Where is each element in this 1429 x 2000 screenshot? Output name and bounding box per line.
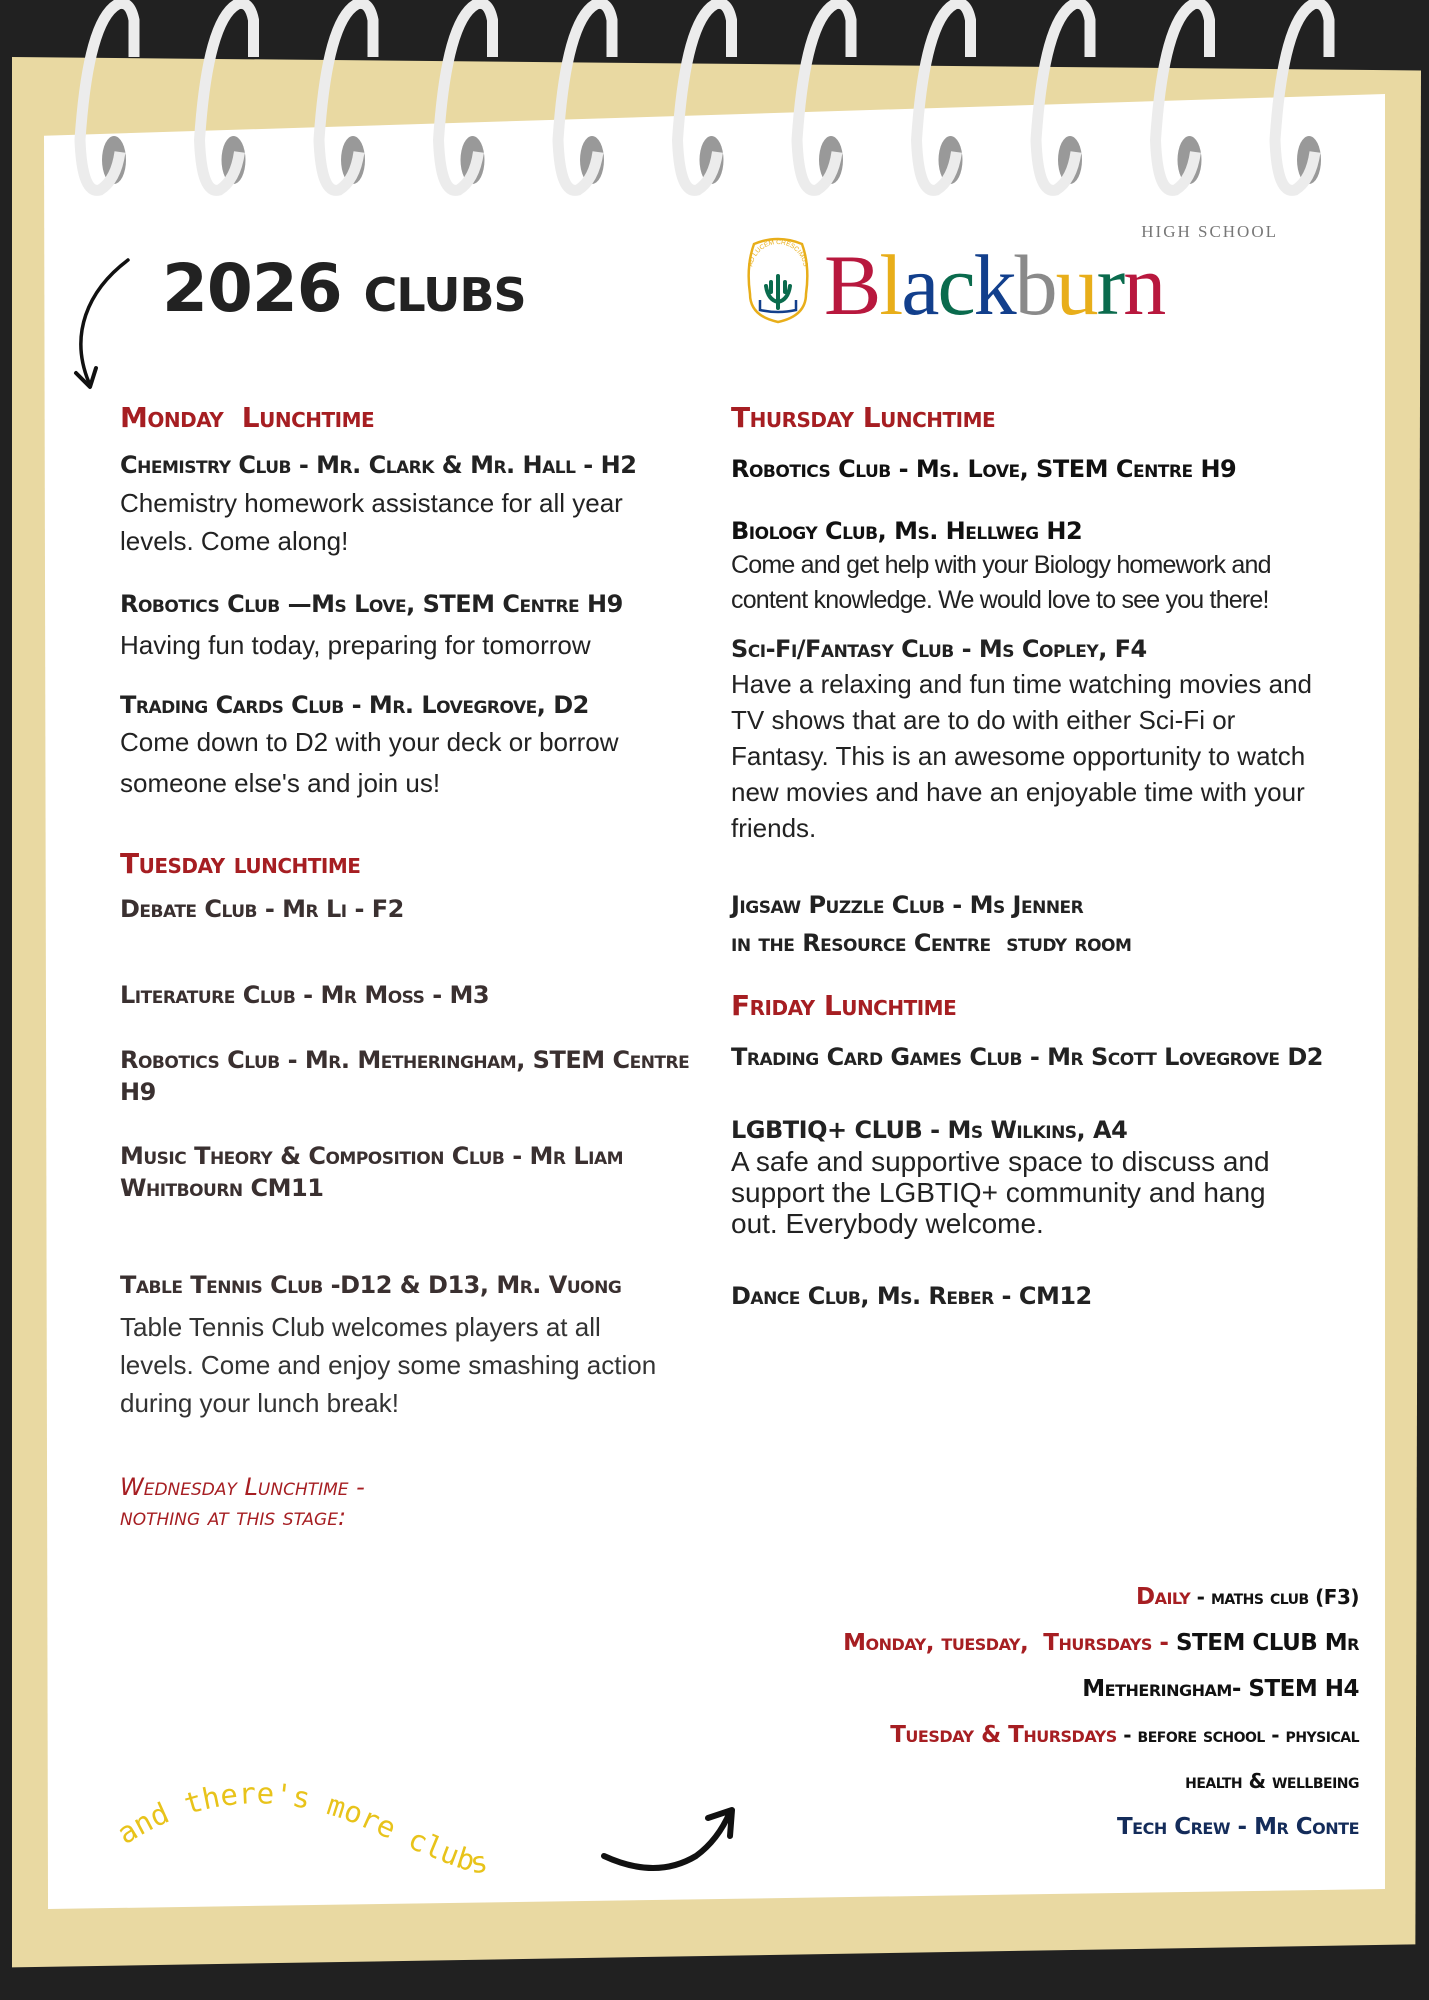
club-name: Literature Club - Mr Moss - M3 xyxy=(120,981,490,1009)
logo-letter: k xyxy=(973,237,1015,333)
daily-line xyxy=(639,1574,1359,1620)
club-name: Trading Cards Club - Mr. Lovegrove, D2 xyxy=(120,691,589,719)
tt-line xyxy=(639,1712,1359,1758)
school-logo xyxy=(742,222,1302,333)
club-name: Jigsaw Puzzle Club - Ms Jenner xyxy=(731,891,1084,919)
friday-heading: Friday Lunchtime xyxy=(731,989,957,1022)
monday-heading: Monday Lunchtime xyxy=(120,401,375,434)
left-column xyxy=(120,400,690,1532)
club-name: Debate Club - Mr Li - F2 xyxy=(120,895,404,923)
thursday-heading: Thursday Lunchtime xyxy=(731,401,996,434)
club-name: Robotics Club —Ms Love, STEM Centre H9 xyxy=(120,590,623,618)
club-description: Have a relaxing and fun time watching movies and TV shows that are to do with either Sci-Fi or Fantasy. This is an awesome opportunity to watch new movies and have an enjoyable time with your friends. xyxy=(731,669,1312,843)
wednesday-section xyxy=(120,1472,690,1532)
mtt-label: Monday, tuesday, Thursdays - xyxy=(843,1630,1169,1656)
daily-label: Daily xyxy=(1136,1584,1191,1610)
logo-letter: u xyxy=(1055,237,1097,333)
club-name: Chemistry Club - Mr. Clark & Mr. Hall - H2 xyxy=(120,451,637,479)
club-description: Having fun today, preparing for tomorrow xyxy=(120,630,591,660)
club-entry xyxy=(120,1262,690,1422)
logo-letter: c xyxy=(937,237,974,333)
mtt-text: STEM CLUB Mr xyxy=(1168,1630,1359,1656)
tt-text: - before school - physical xyxy=(1116,1723,1359,1747)
thursday-section xyxy=(731,400,1341,962)
club-entry xyxy=(731,514,1341,618)
club-name: Dance Club, Ms. Reber - CM12 xyxy=(731,1282,1092,1310)
wednesday-line-2: nothing at this stage: xyxy=(120,1503,347,1531)
mtt-text-2: Metheringham- STEM H4 xyxy=(1082,1676,1359,1702)
curved-arrow-right-icon xyxy=(596,1800,746,1880)
club-name: Biology Club, Ms. Hellweg H2 xyxy=(731,517,1083,545)
crest-motto: AD LUCEM CRESCIMUS xyxy=(747,238,809,268)
club-entry xyxy=(120,688,690,804)
friday-section xyxy=(731,988,1341,1313)
club-name: Sci-Fi/Fantasy Club - Ms Copley, F4 xyxy=(731,635,1147,663)
club-description: Come and get help with your Biology homework and content knowledge. We would love to see you there! xyxy=(731,551,1271,614)
right-column xyxy=(731,400,1341,1313)
club-entry xyxy=(120,446,690,560)
tuesday-heading: Tuesday lunchtime xyxy=(120,847,361,880)
tt-text-2: health & wellbeing xyxy=(1185,1769,1359,1793)
club-location: in the Resource Centre study room xyxy=(731,929,1132,957)
club-name: Robotics Club - Ms. Love, STEM Centre H9 xyxy=(731,455,1237,483)
monday-section xyxy=(120,400,690,804)
club-entry xyxy=(120,582,690,664)
club-description: Chemistry homework assistance for all year levels. Come along! xyxy=(120,488,623,556)
logo-wordmark xyxy=(824,237,1165,333)
daily-text: - maths club (F3) xyxy=(1190,1585,1359,1609)
logo-letter: a xyxy=(901,237,938,333)
tuesday-section xyxy=(120,846,690,1422)
club-name: Music Theory & Composition Club - Mr Liam Whitbourn CM11 xyxy=(120,1142,624,1202)
logo-subtitle: HIGH SCHOOL xyxy=(1141,222,1278,241)
club-name: Trading Card Games Club - Mr Scott Lovegrove D2 xyxy=(731,1043,1323,1071)
club-description: Table Tennis Club welcomes players at all levels. Come and enjoy some smashing action during your lunch break! xyxy=(120,1312,657,1418)
club-entry xyxy=(731,632,1341,846)
logo-letter: r xyxy=(1096,237,1124,333)
logo-letter: n xyxy=(1123,237,1165,333)
other-clubs xyxy=(639,1574,1359,1850)
more-clubs-tagline xyxy=(110,1770,590,1890)
logo-letter: B xyxy=(824,237,880,333)
curved-arrow-down-icon xyxy=(68,255,138,395)
tt-label: Tuesday & Thursdays xyxy=(890,1722,1117,1748)
club-description: Come down to D2 with your deck or borrow someone else's and join us! xyxy=(120,727,619,798)
page-title: 2026 clubs xyxy=(162,250,526,327)
tagline-text: and there's more clubs xyxy=(110,1776,490,1881)
mtt-line xyxy=(639,1620,1359,1666)
club-name: Table Tennis Club -D12 & D13, Mr. Vuong xyxy=(120,1271,622,1299)
club-name: Robotics Club - Mr. Metheringham, STEM Centre H9 xyxy=(120,1046,690,1106)
logo-letter: l xyxy=(879,237,902,333)
crest-icon xyxy=(742,236,814,326)
tech-crew: Tech Crew - Mr Conte xyxy=(1116,1814,1359,1840)
club-description: A safe and supportive space to discuss and support the LGBTIQ+ community and hang out. Everybody welcome. xyxy=(731,1146,1270,1239)
club-name: LGBTIQ+ CLUB - Ms Wilkins, A4 xyxy=(731,1116,1128,1144)
logo-letter: b xyxy=(1014,237,1056,333)
club-entry xyxy=(731,1114,1341,1239)
wednesday-line-1: Wednesday Lunchtime - xyxy=(120,1473,365,1501)
club-entry xyxy=(731,886,1341,962)
